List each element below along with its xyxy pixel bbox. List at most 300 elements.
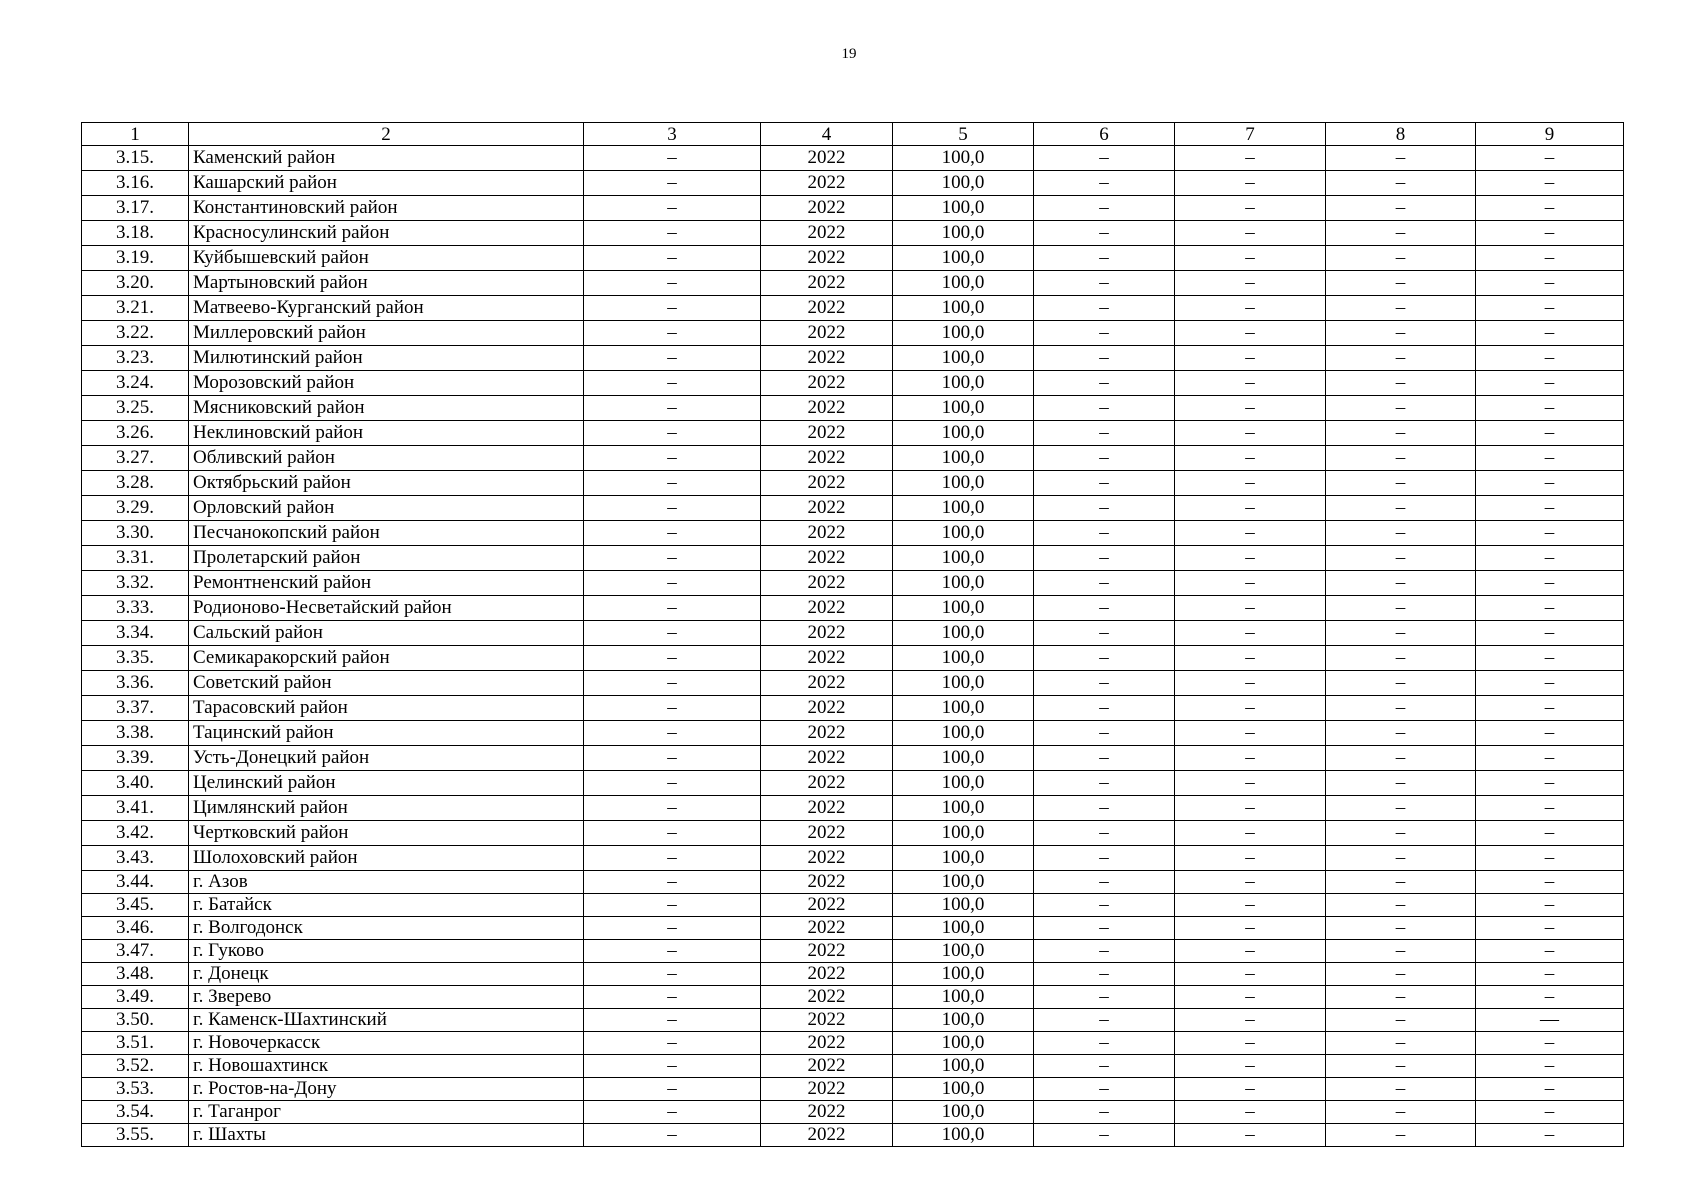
column-header-8: 8 bbox=[1326, 123, 1476, 146]
row-number-cell: 3.27. bbox=[82, 446, 189, 471]
table-cell: – bbox=[584, 596, 761, 621]
table-cell: – bbox=[1326, 571, 1476, 596]
column-header-9: 9 bbox=[1476, 123, 1624, 146]
table-cell: – bbox=[1034, 421, 1175, 446]
table-cell: – bbox=[1476, 746, 1624, 771]
table-cell: 100,0 bbox=[893, 396, 1034, 421]
table-cell: – bbox=[1476, 571, 1624, 596]
table-row bbox=[82, 1032, 1624, 1055]
table-cell: – bbox=[1034, 940, 1175, 963]
table-cell: – bbox=[584, 246, 761, 271]
district-name-cell: Кашарский район bbox=[189, 171, 584, 196]
district-name-cell: Милютинский район bbox=[189, 346, 584, 371]
table-cell: 2022 bbox=[761, 821, 893, 846]
table-cell: – bbox=[584, 1055, 761, 1078]
table-cell: – bbox=[584, 1101, 761, 1124]
table-cell: – bbox=[1326, 221, 1476, 246]
table-cell: – bbox=[1034, 396, 1175, 421]
table-cell: – bbox=[1034, 221, 1175, 246]
table-cell: – bbox=[584, 546, 761, 571]
table-row bbox=[82, 421, 1624, 446]
table-row bbox=[82, 321, 1624, 346]
row-number-cell: 3.47. bbox=[82, 940, 189, 963]
table-cell: – bbox=[1175, 894, 1326, 917]
table-cell: – bbox=[1034, 496, 1175, 521]
table-cell: – bbox=[1326, 546, 1476, 571]
table-cell: 2022 bbox=[761, 646, 893, 671]
table-cell: – bbox=[1476, 471, 1624, 496]
table-body bbox=[82, 146, 1624, 1147]
table-cell: – bbox=[584, 963, 761, 986]
table-cell: – bbox=[1326, 1101, 1476, 1124]
table-cell: 100,0 bbox=[893, 146, 1034, 171]
row-number-cell: 3.37. bbox=[82, 696, 189, 721]
table-row bbox=[82, 196, 1624, 221]
table-cell: 100,0 bbox=[893, 1009, 1034, 1032]
district-name-cell: Усть-Донецкий район bbox=[189, 746, 584, 771]
table-cell: 100,0 bbox=[893, 621, 1034, 646]
table-cell: – bbox=[584, 1124, 761, 1147]
row-number-cell: 3.36. bbox=[82, 671, 189, 696]
row-number-cell: 3.34. bbox=[82, 621, 189, 646]
table-row bbox=[82, 940, 1624, 963]
table-cell: — bbox=[1476, 1009, 1624, 1032]
table-cell: – bbox=[584, 496, 761, 521]
district-name-cell: Мартыновский район bbox=[189, 271, 584, 296]
table-cell: – bbox=[1034, 546, 1175, 571]
table-cell: 2022 bbox=[761, 917, 893, 940]
table-cell: – bbox=[1326, 196, 1476, 221]
table-cell: – bbox=[1476, 696, 1624, 721]
table-cell: 100,0 bbox=[893, 1101, 1034, 1124]
table-cell: 2022 bbox=[761, 1101, 893, 1124]
district-name-cell: г. Батайск bbox=[189, 894, 584, 917]
row-number-cell: 3.24. bbox=[82, 371, 189, 396]
row-number-cell: 3.38. bbox=[82, 721, 189, 746]
row-number-cell: 3.48. bbox=[82, 963, 189, 986]
table-cell: 2022 bbox=[761, 396, 893, 421]
row-number-cell: 3.25. bbox=[82, 396, 189, 421]
table-cell: – bbox=[1326, 396, 1476, 421]
table-cell: – bbox=[1175, 1124, 1326, 1147]
row-number-cell: 3.50. bbox=[82, 1009, 189, 1032]
table-cell: – bbox=[1175, 1101, 1326, 1124]
table-cell: – bbox=[1326, 1009, 1476, 1032]
table-cell: – bbox=[1476, 196, 1624, 221]
table-cell: 2022 bbox=[761, 196, 893, 221]
table-cell: – bbox=[1476, 321, 1624, 346]
row-number-cell: 3.54. bbox=[82, 1101, 189, 1124]
table-row bbox=[82, 271, 1624, 296]
table-cell: – bbox=[1175, 871, 1326, 894]
table-cell: – bbox=[1175, 571, 1326, 596]
table-cell: – bbox=[1326, 721, 1476, 746]
row-number-cell: 3.41. bbox=[82, 796, 189, 821]
table-cell: 100,0 bbox=[893, 371, 1034, 396]
table-cell: – bbox=[1175, 771, 1326, 796]
row-number-cell: 3.16. bbox=[82, 171, 189, 196]
table-cell: – bbox=[1476, 521, 1624, 546]
table-cell: 100,0 bbox=[893, 721, 1034, 746]
table-row bbox=[82, 296, 1624, 321]
table-cell: – bbox=[1175, 171, 1326, 196]
table-cell: – bbox=[584, 917, 761, 940]
district-name-cell: Тарасовский район bbox=[189, 696, 584, 721]
table-cell: – bbox=[1476, 871, 1624, 894]
table-cell: 2022 bbox=[761, 1078, 893, 1101]
district-name-cell: Мясниковский район bbox=[189, 396, 584, 421]
table-row bbox=[82, 963, 1624, 986]
table-cell: 2022 bbox=[761, 986, 893, 1009]
column-header-6: 6 bbox=[1034, 123, 1175, 146]
table-row bbox=[82, 171, 1624, 196]
table-cell: – bbox=[1034, 371, 1175, 396]
table-cell: – bbox=[1326, 321, 1476, 346]
table-cell: – bbox=[584, 821, 761, 846]
district-name-cell: Морозовский район bbox=[189, 371, 584, 396]
table-cell: – bbox=[1034, 446, 1175, 471]
table-cell: – bbox=[1326, 621, 1476, 646]
table-cell: – bbox=[1175, 671, 1326, 696]
table-cell: – bbox=[1326, 796, 1476, 821]
table-cell: – bbox=[584, 571, 761, 596]
district-name-cell: Песчанокопский район bbox=[189, 521, 584, 546]
row-number-cell: 3.30. bbox=[82, 521, 189, 546]
table-cell: – bbox=[584, 196, 761, 221]
column-header-7: 7 bbox=[1175, 123, 1326, 146]
district-name-cell: Красносулинский район bbox=[189, 221, 584, 246]
table-cell: 2022 bbox=[761, 496, 893, 521]
district-name-cell: г. Новошахтинск bbox=[189, 1055, 584, 1078]
table-cell: – bbox=[1034, 471, 1175, 496]
table-cell: – bbox=[1326, 1055, 1476, 1078]
table-cell: – bbox=[1476, 796, 1624, 821]
table-cell: – bbox=[1034, 621, 1175, 646]
table-cell: – bbox=[1476, 771, 1624, 796]
table-cell: 2022 bbox=[761, 721, 893, 746]
district-name-cell: Советский район bbox=[189, 671, 584, 696]
table-row bbox=[82, 496, 1624, 521]
table-cell: – bbox=[1175, 963, 1326, 986]
row-number-cell: 3.31. bbox=[82, 546, 189, 571]
table-cell: – bbox=[1476, 917, 1624, 940]
table-cell: 2022 bbox=[761, 596, 893, 621]
district-name-cell: Цимлянский район bbox=[189, 796, 584, 821]
table-cell: – bbox=[1175, 721, 1326, 746]
table-cell: – bbox=[1476, 296, 1624, 321]
table-row bbox=[82, 521, 1624, 546]
table-cell: – bbox=[584, 1009, 761, 1032]
row-number-cell: 3.45. bbox=[82, 894, 189, 917]
table-cell: – bbox=[1034, 1124, 1175, 1147]
table-cell: – bbox=[1326, 446, 1476, 471]
district-name-cell: г. Шахты bbox=[189, 1124, 584, 1147]
table-cell: – bbox=[1476, 894, 1624, 917]
table-cell: – bbox=[1476, 986, 1624, 1009]
table-cell: – bbox=[1034, 196, 1175, 221]
table-cell: – bbox=[1326, 496, 1476, 521]
table-cell: – bbox=[1326, 296, 1476, 321]
table-row bbox=[82, 571, 1624, 596]
district-name-cell: Чертковский район bbox=[189, 821, 584, 846]
district-name-cell: Миллеровский район bbox=[189, 321, 584, 346]
table-cell: – bbox=[1326, 963, 1476, 986]
table-cell: – bbox=[584, 696, 761, 721]
table-cell: – bbox=[1476, 346, 1624, 371]
table-row bbox=[82, 146, 1624, 171]
row-number-cell: 3.39. bbox=[82, 746, 189, 771]
table-row bbox=[82, 1055, 1624, 1078]
table-cell: 2022 bbox=[761, 1124, 893, 1147]
table-cell: – bbox=[1476, 596, 1624, 621]
district-name-cell: Родионово-Несветайский район bbox=[189, 596, 584, 621]
table-cell: – bbox=[1034, 571, 1175, 596]
table-cell: 100,0 bbox=[893, 986, 1034, 1009]
table-cell: 2022 bbox=[761, 246, 893, 271]
table-cell: – bbox=[584, 446, 761, 471]
table-cell: – bbox=[1175, 446, 1326, 471]
table-cell: – bbox=[1326, 771, 1476, 796]
table-cell: – bbox=[1175, 471, 1326, 496]
table-cell: – bbox=[1034, 646, 1175, 671]
table-cell: 100,0 bbox=[893, 646, 1034, 671]
table-cell: – bbox=[1034, 246, 1175, 271]
column-header-2: 2 bbox=[189, 123, 584, 146]
district-name-cell: Неклиновский район bbox=[189, 421, 584, 446]
row-number-cell: 3.55. bbox=[82, 1124, 189, 1147]
table-cell: – bbox=[1326, 846, 1476, 871]
table-cell: – bbox=[1326, 346, 1476, 371]
table-row bbox=[82, 646, 1624, 671]
table-row bbox=[82, 721, 1624, 746]
table-cell: – bbox=[1034, 963, 1175, 986]
table-row bbox=[82, 471, 1624, 496]
table-cell: 100,0 bbox=[893, 321, 1034, 346]
table-cell: 100,0 bbox=[893, 671, 1034, 696]
table-cell: – bbox=[584, 771, 761, 796]
table-cell: 100,0 bbox=[893, 746, 1034, 771]
table-cell: – bbox=[1175, 246, 1326, 271]
table-cell: – bbox=[1034, 871, 1175, 894]
table-cell: – bbox=[1175, 940, 1326, 963]
table-cell: 100,0 bbox=[893, 1078, 1034, 1101]
table-cell: 2022 bbox=[761, 1055, 893, 1078]
row-number-cell: 3.52. bbox=[82, 1055, 189, 1078]
row-number-cell: 3.29. bbox=[82, 496, 189, 521]
table-cell: 2022 bbox=[761, 571, 893, 596]
table-cell: – bbox=[1034, 521, 1175, 546]
table-cell: 100,0 bbox=[893, 917, 1034, 940]
table-cell: 2022 bbox=[761, 171, 893, 196]
table-row bbox=[82, 546, 1624, 571]
table-cell: – bbox=[1326, 671, 1476, 696]
table-cell: – bbox=[1476, 621, 1624, 646]
table-cell: – bbox=[1326, 917, 1476, 940]
district-name-cell: Тацинский район bbox=[189, 721, 584, 746]
table-cell: – bbox=[1034, 321, 1175, 346]
table-cell: 2022 bbox=[761, 671, 893, 696]
data-table bbox=[81, 122, 1624, 1147]
table-cell: – bbox=[1175, 986, 1326, 1009]
table-cell: – bbox=[1034, 771, 1175, 796]
table-cell: – bbox=[584, 646, 761, 671]
district-name-cell: г. Донецк bbox=[189, 963, 584, 986]
table-row bbox=[82, 821, 1624, 846]
table-cell: – bbox=[1326, 821, 1476, 846]
table-row bbox=[82, 1124, 1624, 1147]
table-cell: 2022 bbox=[761, 963, 893, 986]
table-cell: – bbox=[1476, 1055, 1624, 1078]
district-name-cell: Сальский район bbox=[189, 621, 584, 646]
table-cell: – bbox=[584, 421, 761, 446]
district-name-cell: г. Волгодонск bbox=[189, 917, 584, 940]
row-number-cell: 3.49. bbox=[82, 986, 189, 1009]
table-cell: 2022 bbox=[761, 746, 893, 771]
table-row bbox=[82, 371, 1624, 396]
table-cell: 100,0 bbox=[893, 1055, 1034, 1078]
table-cell: 100,0 bbox=[893, 796, 1034, 821]
table-cell: – bbox=[1175, 596, 1326, 621]
row-number-cell: 3.18. bbox=[82, 221, 189, 246]
table-cell: – bbox=[1326, 146, 1476, 171]
table-cell: 100,0 bbox=[893, 696, 1034, 721]
table-cell: – bbox=[1175, 1032, 1326, 1055]
table-cell: – bbox=[1476, 671, 1624, 696]
table-cell: – bbox=[1175, 421, 1326, 446]
table-row bbox=[82, 696, 1624, 721]
table-cell: – bbox=[1326, 471, 1476, 496]
table-cell: – bbox=[1476, 1078, 1624, 1101]
table-cell: 2022 bbox=[761, 796, 893, 821]
table-cell: – bbox=[1034, 846, 1175, 871]
table-cell: – bbox=[584, 471, 761, 496]
table-cell: 2022 bbox=[761, 696, 893, 721]
table-cell: 2022 bbox=[761, 271, 893, 296]
table-cell: – bbox=[1034, 721, 1175, 746]
table-cell: 2022 bbox=[761, 621, 893, 646]
table-cell: – bbox=[1476, 396, 1624, 421]
table-cell: 2022 bbox=[761, 221, 893, 246]
table-cell: – bbox=[1175, 1009, 1326, 1032]
table-cell: – bbox=[1034, 696, 1175, 721]
table-cell: 100,0 bbox=[893, 1032, 1034, 1055]
table-cell: – bbox=[1326, 696, 1476, 721]
table-cell: – bbox=[1034, 894, 1175, 917]
table-row bbox=[82, 871, 1624, 894]
table-cell: – bbox=[584, 171, 761, 196]
table-cell: – bbox=[584, 846, 761, 871]
table-cell: 2022 bbox=[761, 871, 893, 894]
table-cell: 2022 bbox=[761, 894, 893, 917]
table-cell: 2022 bbox=[761, 1032, 893, 1055]
table-row bbox=[82, 221, 1624, 246]
table-cell: 2022 bbox=[761, 1009, 893, 1032]
district-name-cell: Орловский район bbox=[189, 496, 584, 521]
table-cell: – bbox=[1326, 371, 1476, 396]
table-cell: – bbox=[1326, 646, 1476, 671]
row-number-cell: 3.40. bbox=[82, 771, 189, 796]
table-cell: 100,0 bbox=[893, 421, 1034, 446]
table-cell: – bbox=[1175, 821, 1326, 846]
column-header-3: 3 bbox=[584, 123, 761, 146]
table-cell: – bbox=[584, 871, 761, 894]
table-cell: – bbox=[1175, 296, 1326, 321]
table-cell: – bbox=[1034, 1078, 1175, 1101]
table-cell: – bbox=[1175, 521, 1326, 546]
table-cell: – bbox=[584, 271, 761, 296]
district-name-cell: г. Гуково bbox=[189, 940, 584, 963]
table-cell: – bbox=[1175, 371, 1326, 396]
table-cell: – bbox=[1476, 271, 1624, 296]
table-cell: 100,0 bbox=[893, 821, 1034, 846]
table-row bbox=[82, 621, 1624, 646]
district-name-cell: Ремонтненский район bbox=[189, 571, 584, 596]
table-cell: – bbox=[1175, 646, 1326, 671]
table-cell: 100,0 bbox=[893, 346, 1034, 371]
table-cell: – bbox=[1034, 1055, 1175, 1078]
table-row bbox=[82, 1009, 1624, 1032]
table-cell: 100,0 bbox=[893, 171, 1034, 196]
table-cell: 2022 bbox=[761, 146, 893, 171]
table-cell: – bbox=[1476, 646, 1624, 671]
row-number-cell: 3.43. bbox=[82, 846, 189, 871]
table-cell: 100,0 bbox=[893, 894, 1034, 917]
table-cell: – bbox=[1476, 1124, 1624, 1147]
column-header-4: 4 bbox=[761, 123, 893, 146]
column-header-5: 5 bbox=[893, 123, 1034, 146]
table-cell: – bbox=[1175, 746, 1326, 771]
table-cell: – bbox=[584, 621, 761, 646]
table-cell: 2022 bbox=[761, 940, 893, 963]
district-name-cell: г. Таганрог bbox=[189, 1101, 584, 1124]
table-cell: 2022 bbox=[761, 446, 893, 471]
table-cell: 100,0 bbox=[893, 246, 1034, 271]
table-cell: – bbox=[1326, 421, 1476, 446]
district-name-cell: г. Новочеркасск bbox=[189, 1032, 584, 1055]
table-cell: 100,0 bbox=[893, 940, 1034, 963]
table-cell: – bbox=[1476, 246, 1624, 271]
table-cell: – bbox=[1476, 1032, 1624, 1055]
row-number-cell: 3.28. bbox=[82, 471, 189, 496]
table-cell: – bbox=[1034, 271, 1175, 296]
table-cell: – bbox=[1034, 346, 1175, 371]
district-name-cell: г. Каменск-Шахтинский bbox=[189, 1009, 584, 1032]
district-name-cell: Обливский район bbox=[189, 446, 584, 471]
table-cell: 2022 bbox=[761, 346, 893, 371]
table-row bbox=[82, 986, 1624, 1009]
table-cell: – bbox=[584, 346, 761, 371]
table-row bbox=[82, 917, 1624, 940]
table-cell: – bbox=[1034, 917, 1175, 940]
table-cell: – bbox=[1175, 321, 1326, 346]
table-cell: – bbox=[1476, 496, 1624, 521]
table-header-row bbox=[82, 123, 1624, 146]
table-cell: – bbox=[1175, 196, 1326, 221]
table-cell: – bbox=[1326, 746, 1476, 771]
table-cell: 100,0 bbox=[893, 871, 1034, 894]
table-cell: 100,0 bbox=[893, 471, 1034, 496]
page-number: 19 bbox=[841, 46, 857, 62]
row-number-cell: 3.17. bbox=[82, 196, 189, 221]
row-number-cell: 3.15. bbox=[82, 146, 189, 171]
table-cell: – bbox=[1326, 521, 1476, 546]
row-number-cell: 3.44. bbox=[82, 871, 189, 894]
table-cell: 100,0 bbox=[893, 596, 1034, 621]
table-cell: – bbox=[1476, 940, 1624, 963]
table-cell: – bbox=[1476, 171, 1624, 196]
row-number-cell: 3.46. bbox=[82, 917, 189, 940]
table-cell: – bbox=[1476, 721, 1624, 746]
